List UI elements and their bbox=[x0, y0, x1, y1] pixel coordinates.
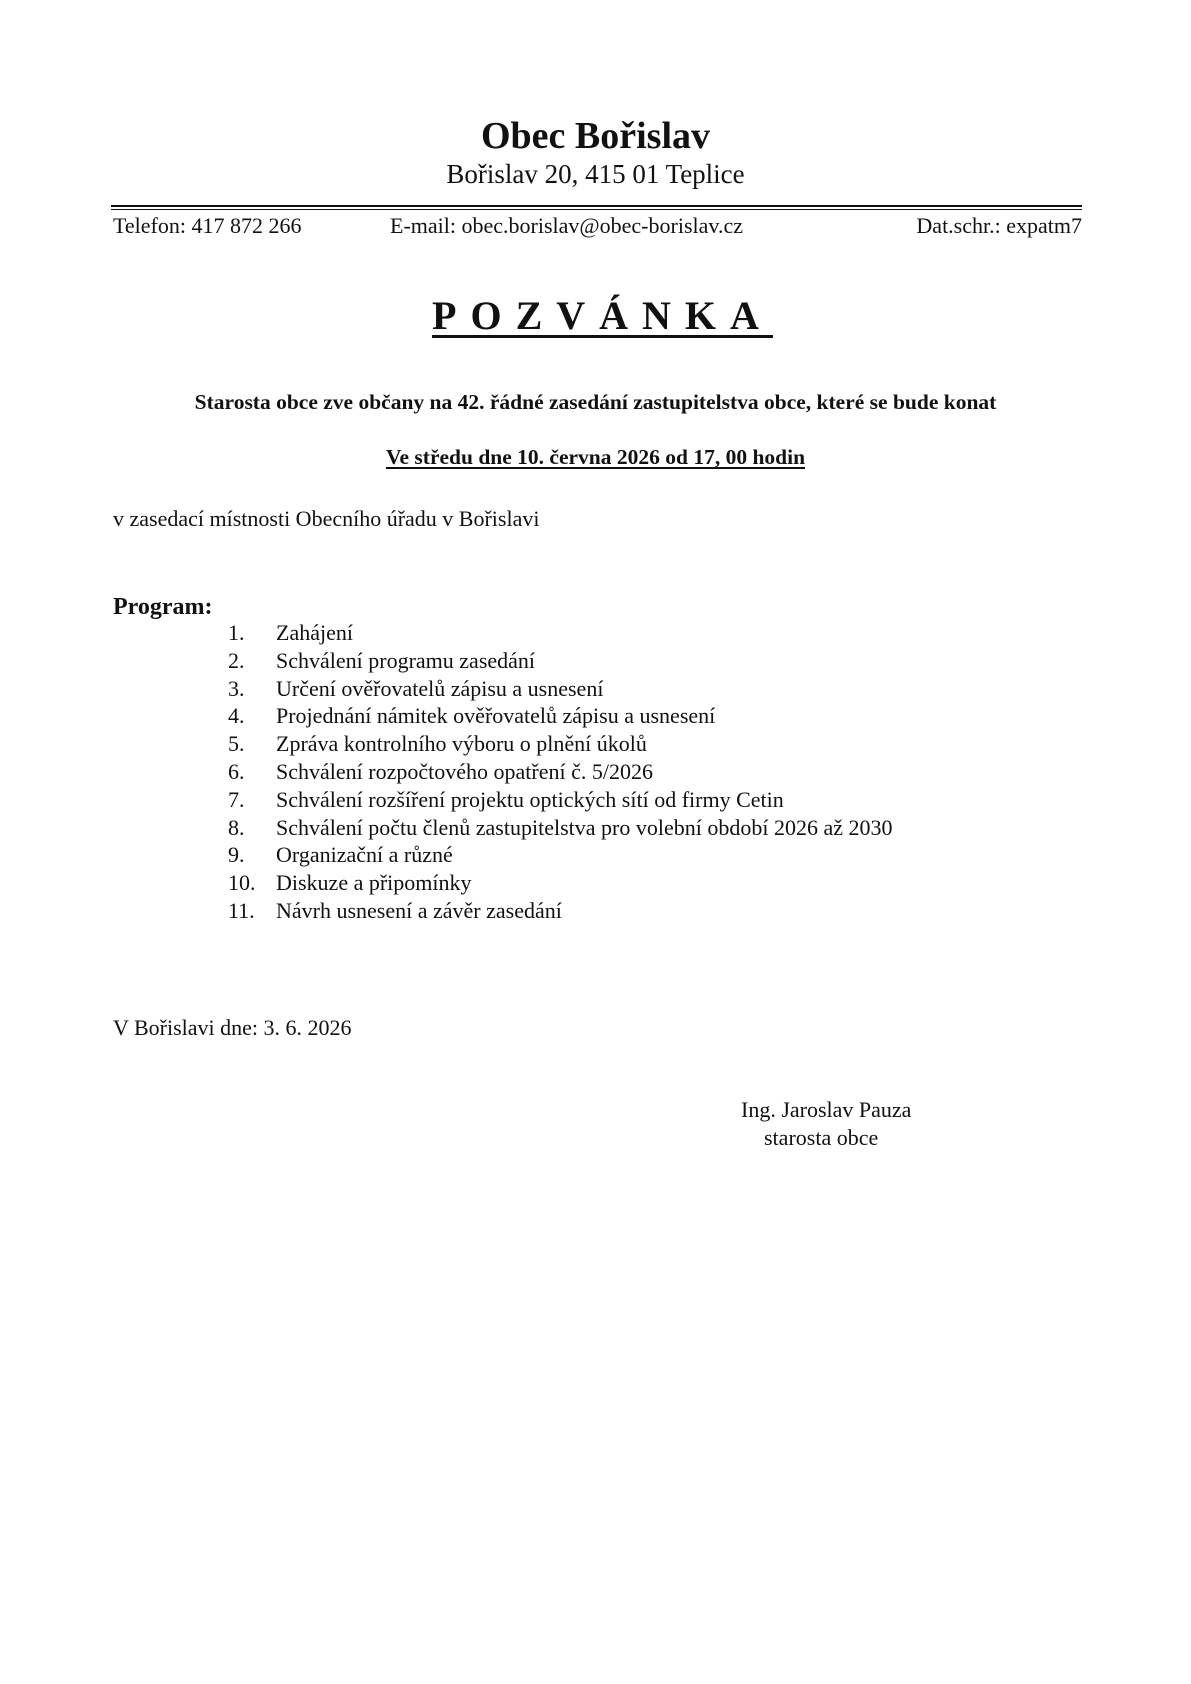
header-divider-top bbox=[111, 205, 1082, 207]
program-heading: Program: bbox=[113, 594, 213, 620]
contact-email: E-mail: obec.borislav@obec-borislav.cz bbox=[390, 213, 743, 238]
program-item-text: Zahájení bbox=[276, 620, 353, 645]
program-item-text: Určení ověřovatelů zápisu a usnesení bbox=[276, 675, 604, 701]
meeting-date: Ve středu dne 10. června 2026 od 17, 00 hodin bbox=[385, 445, 806, 469]
program-item-text: Projednání námitek ověřovatelů zápisu a usnesení bbox=[276, 703, 716, 729]
document-title: POZVÁNKA bbox=[432, 293, 773, 338]
program-item-text: Diskuze a připomínky bbox=[276, 870, 472, 896]
meeting-venue: v zasedací místnosti Obecního úřadu v Bořislavi bbox=[113, 506, 540, 531]
program-item-number: 10. bbox=[228, 870, 256, 896]
program-item-text: Schválení počtu členů zastupitelstva pro volební období 2026 až 2030 bbox=[276, 814, 893, 840]
document-title-container bbox=[0, 292, 1191, 340]
program-item-number: 4. bbox=[228, 703, 245, 729]
invitation-intro: Starosta obce zve občany na 42. řádné zasedání zastupitelstva obce, které se bude konat bbox=[194, 390, 997, 414]
program-item-text: Návrh usnesení a závěr zasedání bbox=[276, 897, 562, 923]
header-divider-bottom bbox=[111, 209, 1082, 210]
signatory-role: starosta obce bbox=[764, 1125, 879, 1150]
municipality-address: Bořislav 20, 415 01 Teplice bbox=[446, 159, 745, 189]
municipality-name: Obec Bořislav bbox=[480, 115, 711, 157]
program-item-number: 2. bbox=[228, 647, 245, 673]
program-item-number: 5. bbox=[228, 731, 245, 757]
program-item-number: 8. bbox=[228, 814, 245, 840]
program-item-number: 6. bbox=[228, 758, 245, 784]
signatory-name: Ing. Jaroslav Pauza bbox=[741, 1097, 912, 1122]
program-item-text: Schválení programu zasedání bbox=[276, 647, 536, 673]
program-item-number: 11. bbox=[228, 897, 255, 923]
program-item-number: 7. bbox=[228, 786, 245, 812]
program-item-number: 9. bbox=[228, 842, 245, 868]
place-and-date: V Bořislavi dne: 3. 6. 2026 bbox=[113, 1015, 352, 1040]
program-item-text: Schválení rozšíření projektu optických sítí od firmy Cetin bbox=[276, 786, 784, 812]
meeting-date-container bbox=[0, 443, 1191, 471]
program-item-text: Schválení rozpočtového opatření č. 5/2026 bbox=[276, 758, 653, 784]
program-item-text: Zpráva kontrolního výboru o plnění úkolů bbox=[276, 731, 647, 757]
program-item-number: 1. bbox=[228, 620, 245, 645]
program-item-text: Organizační a různé bbox=[276, 842, 453, 868]
contact-phone: Telefon: 417 872 266 bbox=[113, 213, 302, 238]
contact-data-box: Dat.schr.: expatm7 bbox=[916, 213, 1082, 238]
program-item-number: 3. bbox=[228, 675, 245, 701]
